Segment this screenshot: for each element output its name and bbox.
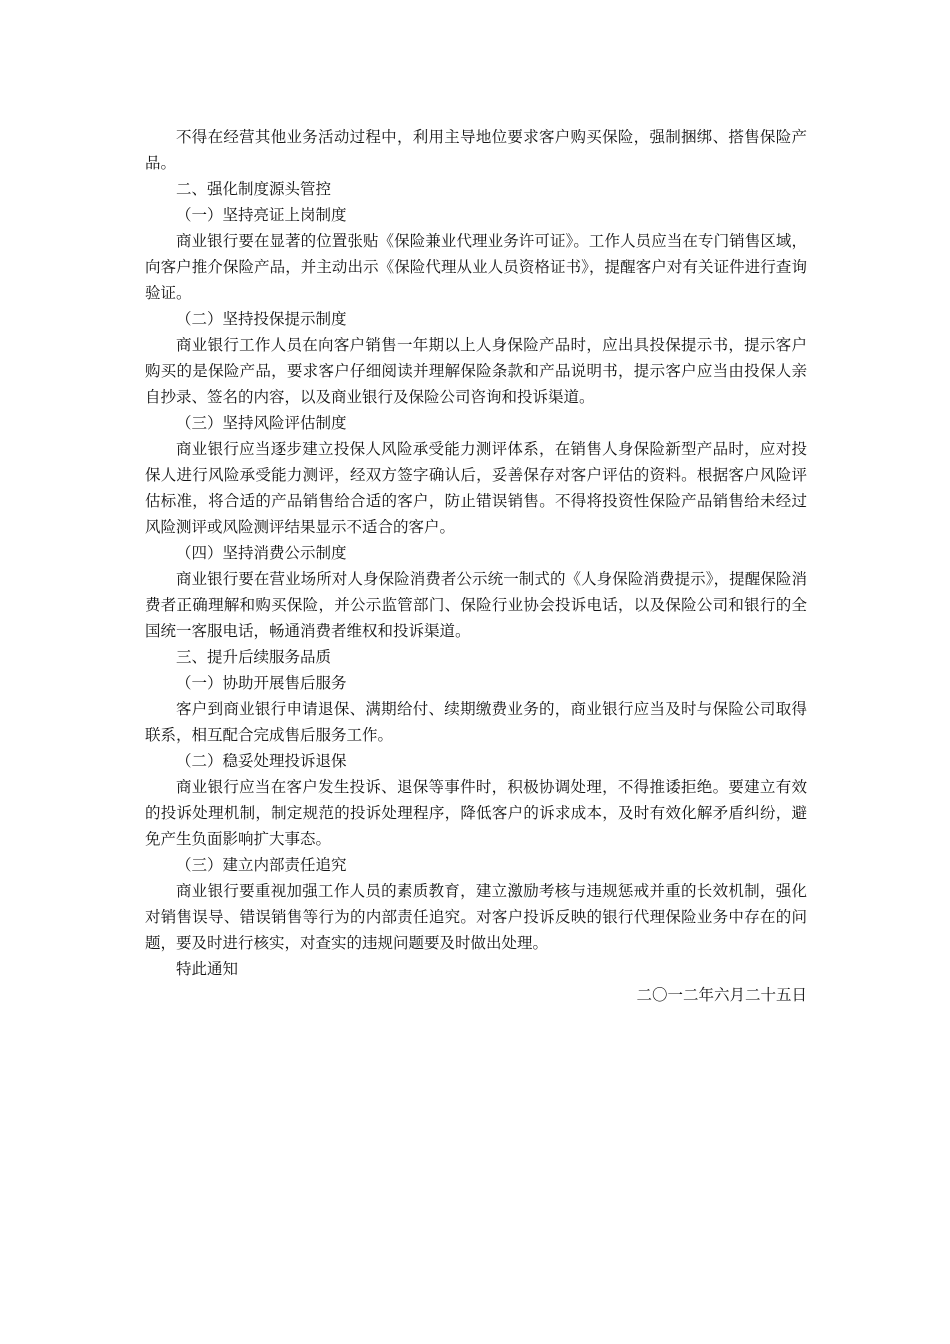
section-2-item-4-heading: （四）坚持消费公示制度 [176,544,347,562]
lead-paragraph: 不得在经营其他业务活动过程中，利用主导地位要求客户购买保险，强制捆绑、搭售保险产品。 [145,128,807,172]
document-page [145,124,807,1008]
section-3-item-1-heading: （一）协助开展售后服务 [176,674,347,692]
section-2-item-1-heading: （一）坚持亮证上岗制度 [176,206,347,224]
section-2-item-2-body: 商业银行工作人员在向客户销售一年期以上人身保险产品时，应出具投保提示书，提示客户购买的是保险产品，要求客户仔细阅读并理解保险条款和产品说明书，提示客户应当由投保人亲自抄录、签名的内容，以及商业银行及保险公司咨询和投诉渠道。 [145,336,807,406]
section-2-title: 二、强化制度源头管控 [176,180,332,198]
section-3-item-2-body: 商业银行应当在客户发生投诉、退保等事件时，积极协调处理，不得推诿拒绝。要建立有效的投诉处理机制，制定规范的投诉处理程序，降低客户的诉求成本，及时有效化解矛盾纠纷，避免产生负面影响扩大事态。 [145,778,807,848]
section-3-title: 三、提升后续服务品质 [176,648,332,666]
section-2-item-4-body: 商业银行要在营业场所对人身保险消费者公示统一制式的《人身保险消费提示》，提醒保险消费者正确理解和购买保险，并公示监管部门、保险行业协会投诉电话，以及保险公司和银行的全国统一客服电话，畅通消费者维权和投诉渠道。 [145,570,807,640]
section-3-item-1-body: 客户到商业银行申请退保、满期给付、续期缴费业务的，商业银行应当及时与保险公司取得联系，相互配合完成售后服务工作。 [145,700,807,744]
section-2-item-3-heading: （三）坚持风险评估制度 [176,414,347,432]
closing-line: 特此通知 [176,960,239,978]
section-2-item-2-heading: （二）坚持投保提示制度 [176,310,347,328]
section-2-item-3-body: 商业银行应当逐步建立投保人风险承受能力测评体系，在销售人身保险新型产品时，应对投保人进行风险承受能力测评，经双方签字确认后，妥善保存对客户评估的资料。根据客户风险评估标准，将合适的产品销售给合适的客户，防止错误销售。不得将投资性保险产品销售给未经过风险测评或风险测评结果显示不适合的客户。 [145,440,807,536]
section-3-item-2-heading: （二）稳妥处理投诉退保 [176,752,347,770]
section-2-item-1-body: 商业银行要在显著的位置张贴《保险兼业代理业务许可证》。工作人员应当在专门销售区域，向客户推介保险产品，并主动出示《保险代理从业人员资格证书》，提醒客户对有关证件进行查询验证。 [145,232,807,302]
document-date: 二〇一二年六月二十五日 [636,986,807,1004]
section-3-item-3-body: 商业银行要重视加强工作人员的素质教育，建立激励考核与违规惩戒并重的长效机制，强化对销售误导、错误销售等行为的内部责任追究。对客户投诉反映的银行代理保险业务中存在的问题，要及时进行核实，对查实的违规问题要及时做出处理。 [145,882,807,952]
section-3-item-3-heading: （三）建立内部责任追究 [176,856,347,874]
